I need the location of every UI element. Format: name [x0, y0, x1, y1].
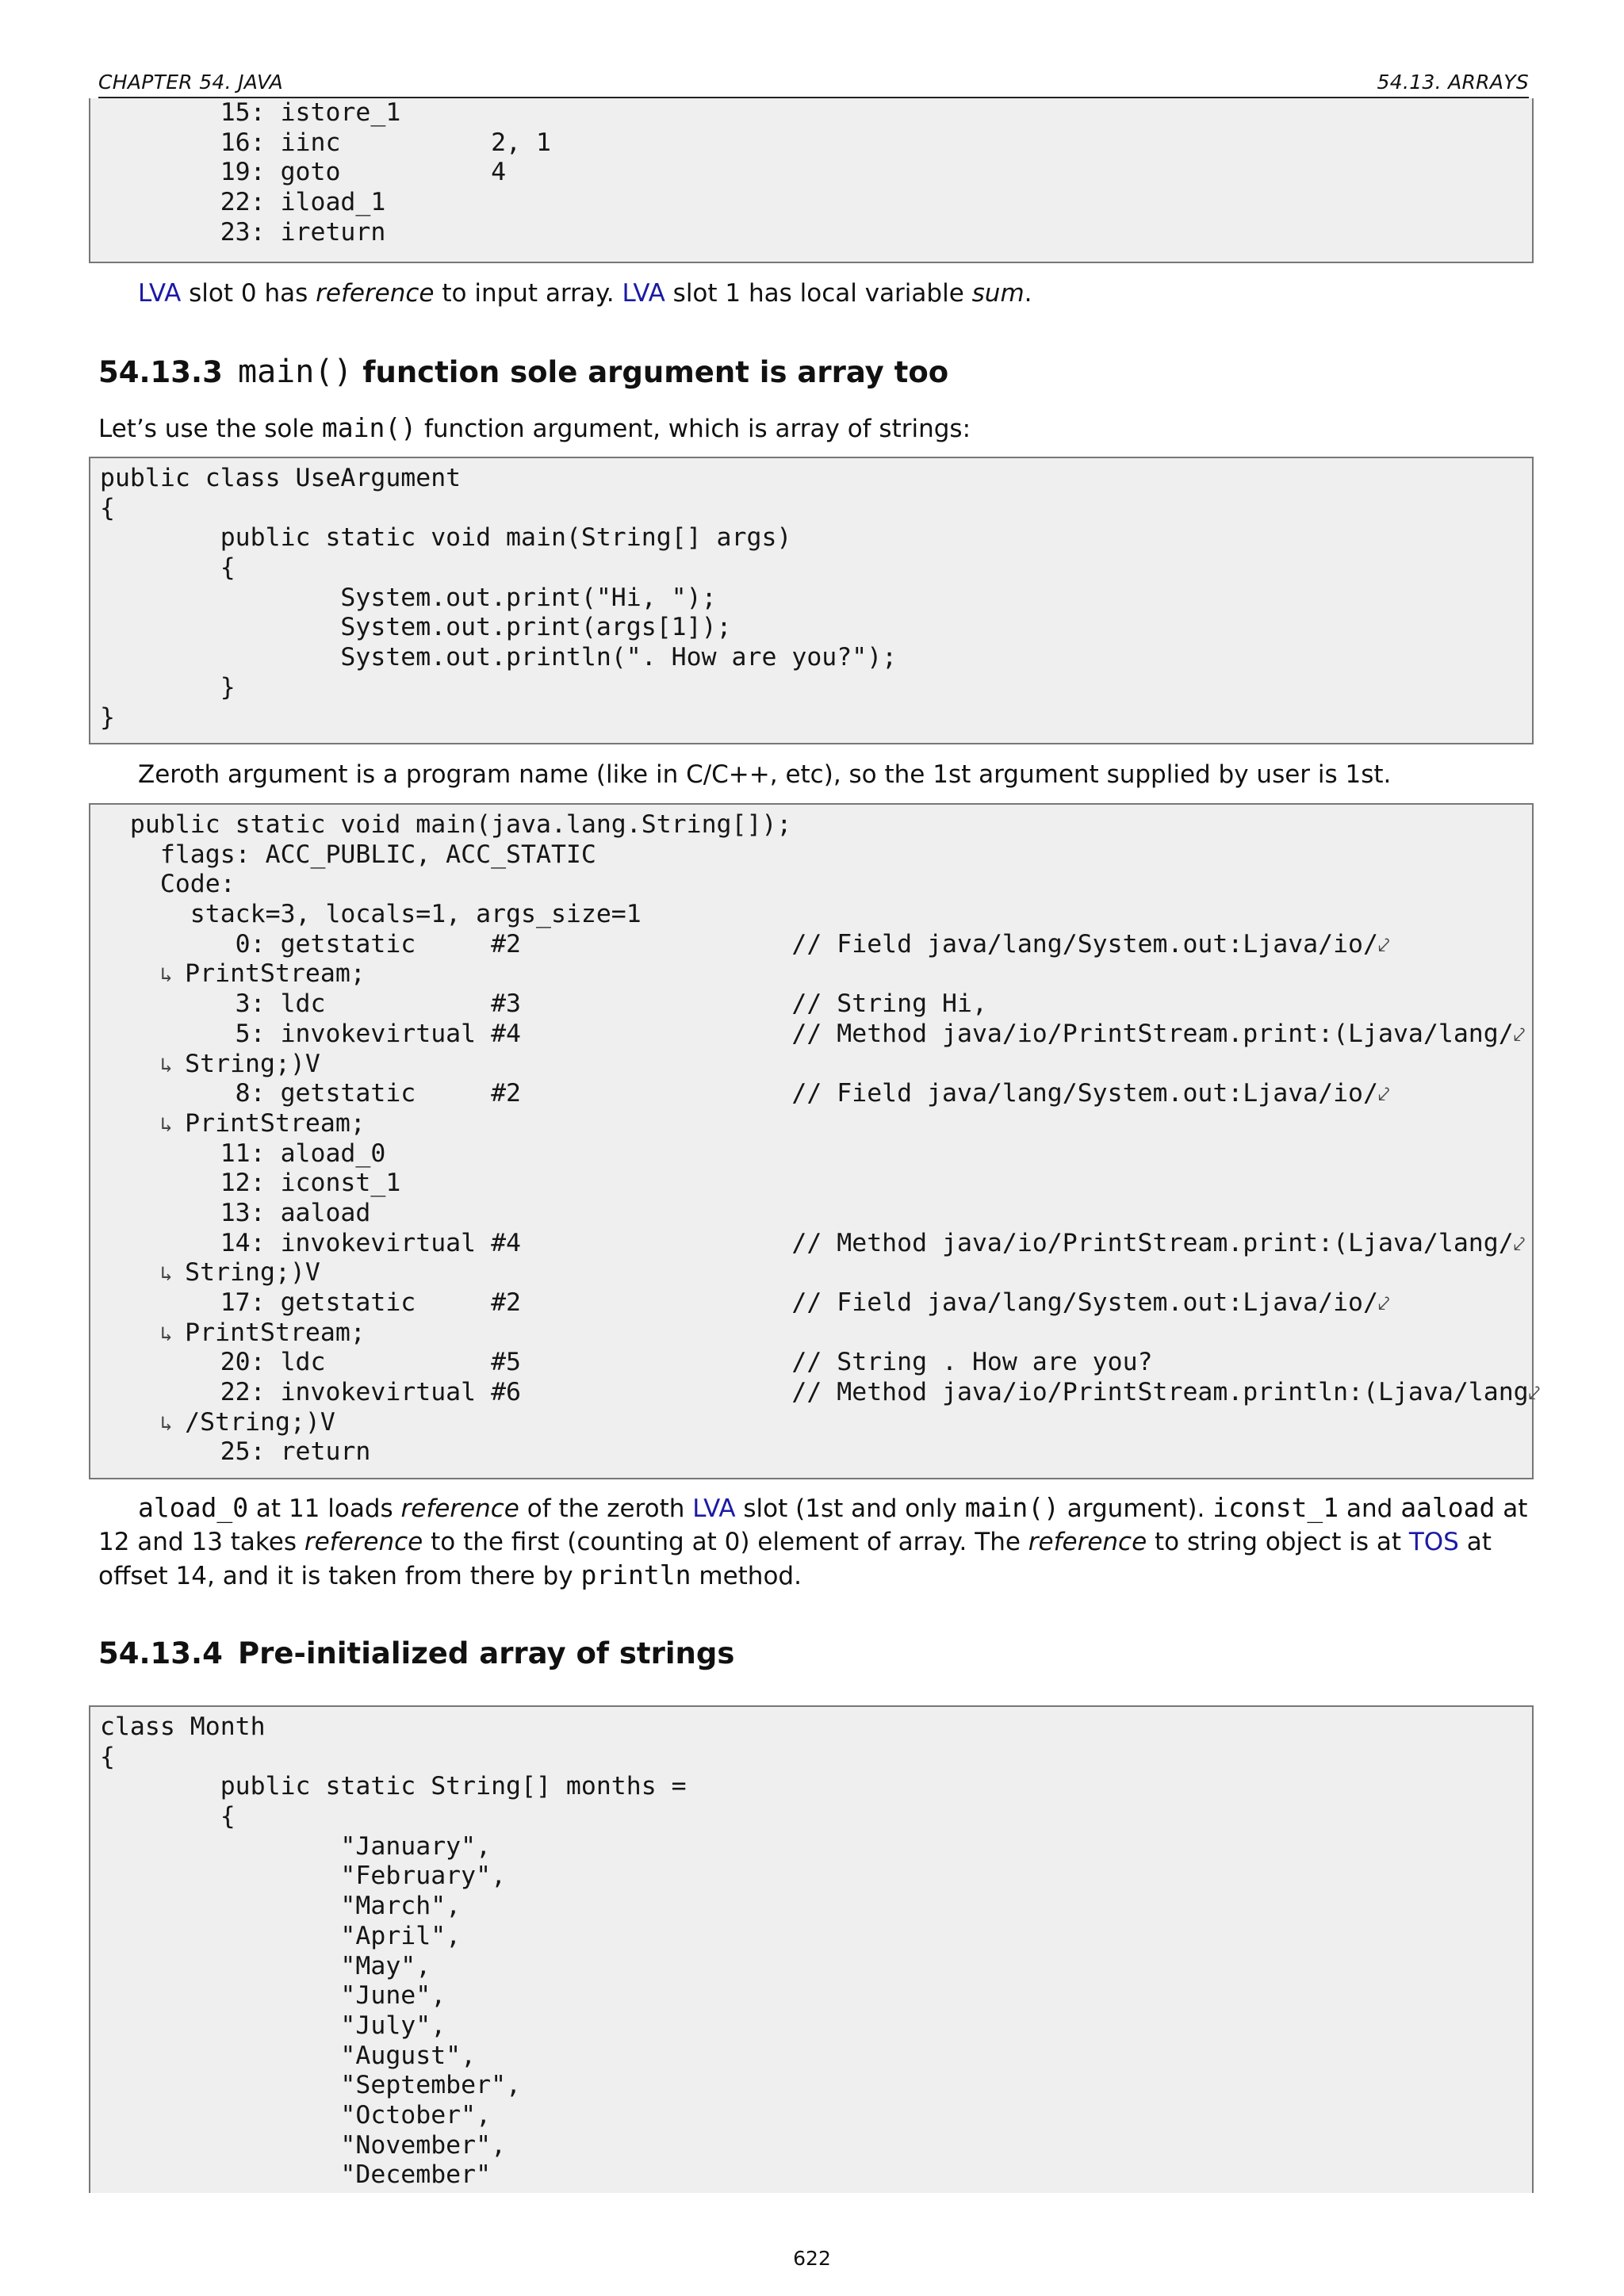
code-line: "January",: [100, 1831, 492, 1861]
continuation-arrow-icon: ↳: [159, 1053, 186, 1077]
section-heading-main-argument: 54.13.3 main() function sole argument is array too: [98, 354, 949, 390]
section-number: 54.13.4: [98, 1636, 223, 1670]
line-wrap-icon: ⤦: [1513, 1232, 1526, 1257]
code-line: 14: invokevirtual #4 // Method java/io/PrintStream.print:(Ljava/lang/⤦: [100, 1228, 1526, 1257]
code-line: "November",: [100, 2130, 507, 2160]
code-line: public static void main(String[] args): [100, 523, 792, 553]
continuation-arrow-icon: ↳: [159, 1262, 186, 1287]
code-line: "July",: [100, 2011, 446, 2040]
code-line-continuation: ↳ String;)V: [159, 1049, 320, 1078]
page-number: 622: [793, 2247, 831, 2270]
code-line: 3: ldc #3 // String Hi,: [100, 989, 987, 1019]
code-line-continuation: ↳ PrintStream;: [159, 959, 366, 989]
code-line: "March",: [100, 1892, 462, 1921]
code-line: 13: aaload: [100, 1198, 371, 1227]
line-wrap-icon: ⤦: [1513, 1023, 1526, 1047]
link-lva[interactable]: LVA: [692, 1494, 736, 1523]
code-line: "August",: [100, 2041, 477, 2070]
code-line: }: [100, 702, 115, 732]
header-section: 54.13. ARRAYS: [1377, 71, 1529, 94]
code-line: 16: iinc 2, 1: [100, 128, 551, 157]
link-lva[interactable]: LVA: [138, 279, 182, 308]
code-line: {: [100, 1742, 115, 1771]
code-line: 15: istore_1: [100, 98, 401, 127]
code-line-continuation: ↳ /String;)V: [159, 1407, 335, 1437]
code-line: 20: ldc #5 // String . How are you?: [100, 1348, 1153, 1377]
section-number: 54.13.3: [98, 355, 223, 389]
code-line: "May",: [100, 1951, 431, 1980]
code-line: "June",: [100, 1981, 446, 2011]
line-wrap-icon: ⤦: [1528, 1382, 1541, 1406]
code-line: 8: getstatic #2 // Field java/lang/System.out:Ljava/io/⤦: [100, 1079, 1390, 1108]
code-line: public class UseArgument: [100, 464, 462, 492]
code-line: 25: return: [100, 1437, 371, 1467]
code-line: System.out.print("Hi, ");: [100, 583, 717, 612]
code-listing-main-bytecode: [89, 803, 1541, 1479]
line-wrap-icon: ⤦: [1378, 933, 1390, 958]
continuation-arrow-icon: ↳: [159, 1322, 186, 1346]
paragraph-intro-main: Let’s use the sole main() function argument, which is array of strings:: [98, 412, 971, 443]
code-line: flags: ACC_PUBLIC, ACC_STATIC: [100, 840, 596, 869]
code-line: "April",: [100, 1921, 462, 1950]
code-line: "December": [100, 2160, 492, 2190]
code-line: 0: getstatic #2 // Field java/lang/System.out:Ljava/io/⤦: [100, 929, 1390, 959]
code-line-continuation: ↳ PrintStream;: [159, 1108, 366, 1138]
code-listing-bytecode-sum: [89, 98, 1534, 263]
paragraph-aload-explanation: aload_0 at 11 loads reference of the zeroth LVA slot (1st and only main() argument). iconst_1 and aaload at 12 and 13 takes reference to the first (counting at 0) element of array. The reference to string object is at TOS at offset 14, and it is taken from there by println method.: [98, 1492, 1528, 1590]
code-line: Code:: [100, 870, 236, 899]
continuation-arrow-icon: ↳: [159, 1411, 186, 1436]
code-line: System.out.println(". How are you?");: [100, 643, 898, 672]
code-line: 23: ireturn: [100, 217, 386, 247]
link-tos[interactable]: TOS: [1408, 1528, 1459, 1556]
code-line: 12: iconst_1: [100, 1169, 401, 1198]
code-line: class Month: [100, 1712, 266, 1741]
code-line-continuation: ↳ String;)V: [159, 1258, 320, 1288]
code-line: System.out.print(args[1]);: [100, 613, 732, 642]
code-line: 5: invokevirtual #4 // Method java/io/PrintStream.print:(Ljava/lang/⤦: [100, 1019, 1526, 1048]
code-line: 11: aload_0: [100, 1138, 386, 1168]
code-line: public static void main(java.lang.String[]);: [100, 810, 792, 839]
code-line: "October",: [100, 2100, 492, 2130]
line-wrap-icon: ⤦: [1378, 1292, 1390, 1316]
running-header: [98, 68, 1529, 98]
code-line: 22: invokevirtual #6 // Method java/io/PrintStream.println:(Ljava/lang⤦: [100, 1378, 1541, 1407]
paragraph-zeroth-argument: Zeroth argument is a program name (like in C/C++, etc), so the 1st argument supplied by user is 1st.: [138, 760, 1392, 789]
code-line: public static String[] months =: [100, 1772, 687, 1801]
code-line-continuation: ↳ PrintStream;: [159, 1318, 366, 1347]
continuation-arrow-icon: ↳: [159, 1112, 186, 1137]
code-listing-use-argument: [89, 457, 1534, 744]
code-listing-month-class: [89, 1705, 1534, 2193]
code-line: 19: goto 4: [100, 158, 507, 187]
code-line: stack=3, locals=1, args_size=1: [100, 900, 642, 929]
section-heading-preinitialized-array: 54.13.4 Pre-initialized array of strings: [98, 1636, 735, 1670]
continuation-arrow-icon: ↳: [159, 963, 186, 988]
link-lva[interactable]: LVA: [622, 279, 665, 308]
paragraph-lva-slots: LVA slot 0 has reference to input array. LVA slot 1 has local variable sum.: [138, 279, 1032, 308]
code-line: {: [100, 1802, 236, 1831]
code-line: 17: getstatic #2 // Field java/lang/System.out:Ljava/io/⤦: [100, 1288, 1390, 1317]
code-line: {: [100, 493, 115, 522]
header-chapter: CHAPTER 54. JAVA: [98, 71, 284, 94]
code-line: }: [100, 672, 236, 702]
line-wrap-icon: ⤦: [1378, 1083, 1390, 1108]
code-line: 22: iload_1: [100, 188, 386, 217]
code-line: "September",: [100, 2071, 522, 2100]
code-line: "February",: [100, 1862, 507, 1891]
code-line: {: [100, 553, 236, 583]
